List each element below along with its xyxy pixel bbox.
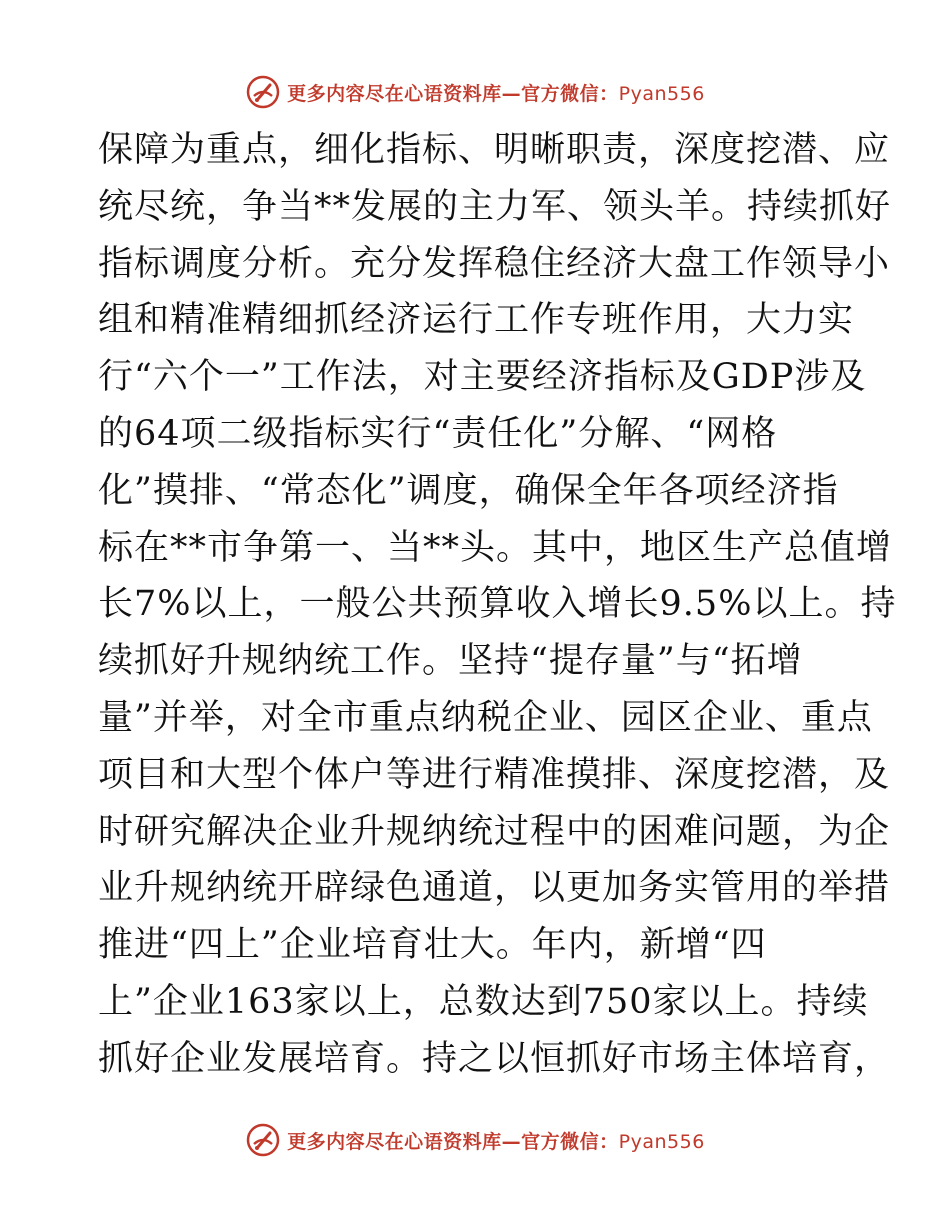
text-line: 保障为重点，细化指标、明晰职责，深度挖潜、应 xyxy=(98,130,891,170)
book-pen-icon xyxy=(245,74,281,110)
book-pen-icon xyxy=(245,1122,281,1158)
text-line: 长7%以上，一般公共预算收入增长9.5%以上。持 xyxy=(98,584,897,625)
text-line: 业升规纳统开辟绿色通道，以更加务实管用的举措 xyxy=(98,868,891,909)
banner-contact: Pyan556 xyxy=(618,1130,705,1153)
text-line: 指标调度分析。充分发挥稳住经济大盘工作领导小 xyxy=(98,243,891,284)
header-banner xyxy=(0,72,950,112)
banner-label: 更多内容尽在心语资料库—官方微信： xyxy=(287,1130,619,1153)
document-body xyxy=(98,122,897,1088)
text-line: 的64项二级指标实行“责任化”分解、“网格 xyxy=(98,413,778,454)
text-line: 时研究解决企业升规纳统过程中的困难问题，为企 xyxy=(98,811,891,852)
text-line: 统尽统，争当**发展的主力军、领头羊。持续抓好 xyxy=(98,186,892,227)
text-line: 推进“四上”企业培育壮大。年内，新增“四 xyxy=(98,925,767,966)
banner-contact: Pyan556 xyxy=(618,82,705,105)
text-line: 项目和大型个体户等进行精准摸排、深度挖潜，及 xyxy=(98,754,891,795)
banner-label: 更多内容尽在心语资料库—官方微信： xyxy=(287,82,619,105)
text-line: 续抓好升规纳统工作。坚持“提存量”与“拓增 xyxy=(98,641,803,682)
text-line: 标在**市争第一、当**头。其中，地区生产总值增 xyxy=(98,527,893,568)
text-line: 组和精准精细抓经济运行工作专班作用，大力实 xyxy=(98,300,855,341)
text-line: 量”并举，对全市重点纳税企业、园区企业、重点 xyxy=(98,697,873,738)
banner-text xyxy=(287,1127,705,1154)
text-line: 抓好企业发展培育。持之以恒抓好市场主体培育， xyxy=(98,1038,891,1079)
text-line: 化”摸排、“常态化”调度，确保全年各项经济指 xyxy=(98,470,839,511)
footer-banner xyxy=(0,1120,950,1160)
text-line: 行“六个一”工作法，对主要经济指标及GDP涉及 xyxy=(98,357,867,398)
text-line: 上”企业163家以上，总数达到750家以上。持续 xyxy=(98,981,869,1022)
banner-text xyxy=(287,79,705,106)
